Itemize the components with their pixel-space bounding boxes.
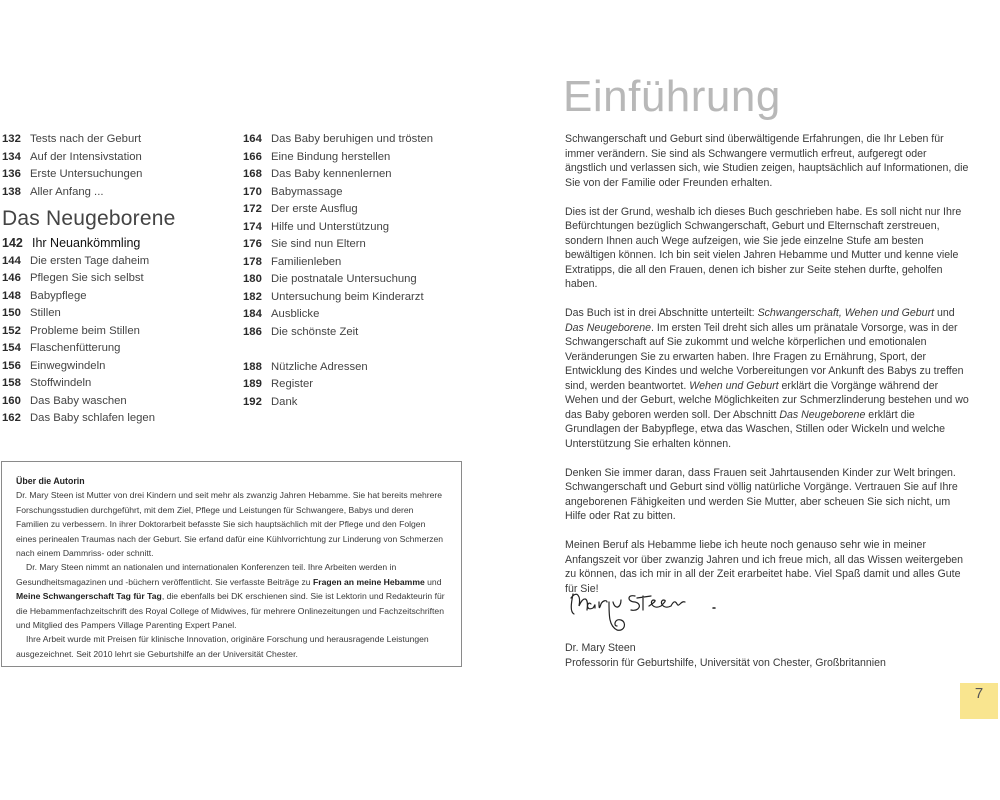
intro-paragraph: Das Buch ist in drei Abschnitte unterteilt: Schwangerschaft, Wehen und Geburt und Das Neugeborene. Im ersten Teil dreht sich alles um pränatale Vorsorge, was in der Schwangerschaft auf Sie zukommt und welche körperlichen und emotionalen Veränderungen Sie zu erwarten haben. Ihre Fragen zu Ernährung, Sport, der Entwicklung des Kindes und welche Vorbereitungen vor Ankunft des Babys zu treffen sind, werden beantwortet. Wehen und Geburt erklärt die Vorgänge während der Wehen und der Geburt, welche Möglichkeiten zur Schmerzlinderung bestehen und wo das Baby geboren werden soll. Der Abschnitt Das Neugeborene erklärt die Grundlagen der Babypflege, etwa das Waschen, Stillen oder Wickeln und welche Unterstützung Sie erhalten können. <box>565 307 969 450</box>
toc-entry: 178 Familienleben <box>243 255 342 268</box>
toc-entry: 180 Die postnatale Untersuchung <box>243 273 417 285</box>
toc-entry: 156 Einwegwindeln <box>2 359 106 372</box>
toc-column-middle <box>243 131 483 411</box>
toc-entry: 164 Das Baby beruhigen und trösten <box>243 133 434 145</box>
author-heading: Über die Autorin <box>16 476 85 486</box>
author-info-box <box>1 461 462 667</box>
toc-main-entry: 142 Ihr Neuankömmling <box>2 236 141 250</box>
toc-entry: 150 Stillen <box>2 307 61 319</box>
toc-entry: 184 Ausblicke <box>243 308 320 320</box>
toc-entry: 146 Pflegen Sie sich selbst <box>2 272 144 284</box>
toc-entry: 188 Nützliche Adressen <box>243 360 368 373</box>
toc-entry: 182 Untersuchung beim Kinderarzt <box>243 290 424 303</box>
toc-entry: 176 Sie sind nun Eltern <box>243 238 366 250</box>
toc-entry: 144 Die ersten Tage daheim <box>2 254 150 267</box>
toc-entry: 186 Die schönste Zeit <box>243 325 359 338</box>
section-title: Das Neugeborene <box>2 207 176 230</box>
signature <box>565 586 725 636</box>
spacer <box>243 341 483 359</box>
page-title: Einführung <box>563 72 781 121</box>
intro-paragraph: Meinen Beruf als Hebamme liebe ich heute noch genauso sehr wie in meiner Anfangszeit vor über zwanzig Jahren und ich freue mich, all das Wissen weitergeben zu können, das ich mir in all der Zeit erarbeitet habe. Viel Spaß damit und alles Gute für Sie! <box>565 539 964 595</box>
author-paragraph: Ihre Arbeit wurde mit Preisen für klinische Innovation, originäre Forschung und herausragende Leistungen ausgezeichnet. Seit 2010 lehrt sie Geburtshilfe an der Universität Chester. <box>16 634 429 659</box>
toc-entry: 136 Erste Untersuchungen <box>2 168 143 180</box>
toc-entry: 152 Probleme beim Stillen <box>2 324 140 337</box>
toc-column-left <box>2 131 232 428</box>
toc-entry: 162 Das Baby schlafen legen <box>2 412 155 424</box>
page-number: 7 <box>960 683 998 719</box>
toc-entry: 132 Tests nach der Geburt <box>2 133 142 145</box>
signature-block <box>565 641 886 671</box>
toc-entry: 134 Auf der Intensivstation <box>2 150 142 163</box>
author-paragraph: Dr. Mary Steen ist Mutter von drei Kindern und seit mehr als zwanzig Jahren Hebamme. Sie hat bereits mehrere Forschungsstudien durchgeführt, mit dem Ziel, Pflege und Leistungen für Schwangere, Babys und deren Familien zu verbessern. In ihrer Doktorarbeit befasste Sie sich hauptsächlich mit der Pflege und den Folgen eines perinealen Traumas nach der Geburt. Sie erfand dafür eine Kühlvorrichtung zur Linderung von Schmerzen nach einem Dammriss- oder schnitt. <box>16 490 444 559</box>
toc-entry: 154 Flaschenfütterung <box>2 342 121 354</box>
author-title: Professorin für Geburtshilfe, Universität von Chester, Großbritannien <box>565 657 886 669</box>
toc-entry: 160 Das Baby waschen <box>2 394 127 407</box>
toc-entry: 192 Dank <box>243 395 298 408</box>
toc-entry: 138 Aller Anfang ... <box>2 185 104 198</box>
author-paragraph: Dr. Mary Steen nimmt an nationalen und internationalen Konferenzen teil. Ihre Arbeiten werden in Gesundheitsmagazinen und -büchern veröffentlicht. Sie verfasste Beiträge zu Fragen an meine Hebamme und Meine Schwangerschaft Tag für Tag, die ebenfalls bei DK erschienen sind. Sie ist Lektorin und Redakteurin für die Hebammenfachzeitschrift des Royal College of Midwives, für mehrere Onlinezeitungen und Fachzeitschriften und Mitglied des Pampers Village Parenting Expert Panel. <box>16 562 445 631</box>
author-name: Dr. Mary Steen <box>565 642 636 654</box>
toc-entry: 174 Hilfe und Unterstützung <box>243 220 390 233</box>
toc-entry: 148 Babypflege <box>2 289 87 302</box>
toc-entry: 158 Stoffwindeln <box>2 377 92 389</box>
toc-entry: 170 Babymassage <box>243 185 343 198</box>
toc-entry: 189 Register <box>243 378 314 390</box>
intro-paragraph: Denken Sie immer daran, dass Frauen seit Jahrtausenden Kinder zur Welt bringen. Schwangerschaft und Geburt sind völlig natürliche Vorgänge. Vertrauen Sie auf Ihre angeborenen Fähigkeiten und werden Sie Mutter, aber scheuen Sie sich nicht, um Hilfe oder Rat zu bitten. <box>565 466 958 522</box>
intro-paragraph: Schwangerschaft und Geburt sind überwältigende Erfahrungen, die Ihr Leben für immer verändern. Sie sind als Schwangere vermutlich erfreut, aufgeregt oder ängstlich und verlassen sich, wie Studien zeigen, hauptsächlich auf Informationen, die Sie von der Familie oder Freunden erhalten. <box>565 133 969 189</box>
intro-paragraph: Dies ist der Grund, weshalb ich dieses Buch geschrieben habe. Es soll nicht nur Ihre Befürchtungen bezüglich Schwangerschaft, Geburt und Elternschaft zerstreuen, sondern Ihnen auch Wege aufzeigen, wie Sie jede einzelne Stufe am besten bewältigen können. Ich bin seit vielen Jahren Hebamme und Mutter und kenne viele Extratipps, die all den Frauen, denen ich bisher zur Seite stehen durfte, geholfen haben. <box>565 205 962 290</box>
intro-body <box>565 132 970 611</box>
toc-entry: 166 Eine Bindung herstellen <box>243 150 391 163</box>
toc-entry: 168 Das Baby kennenlernen <box>243 168 392 180</box>
toc-entry: 172 Der erste Ausflug <box>243 203 358 215</box>
